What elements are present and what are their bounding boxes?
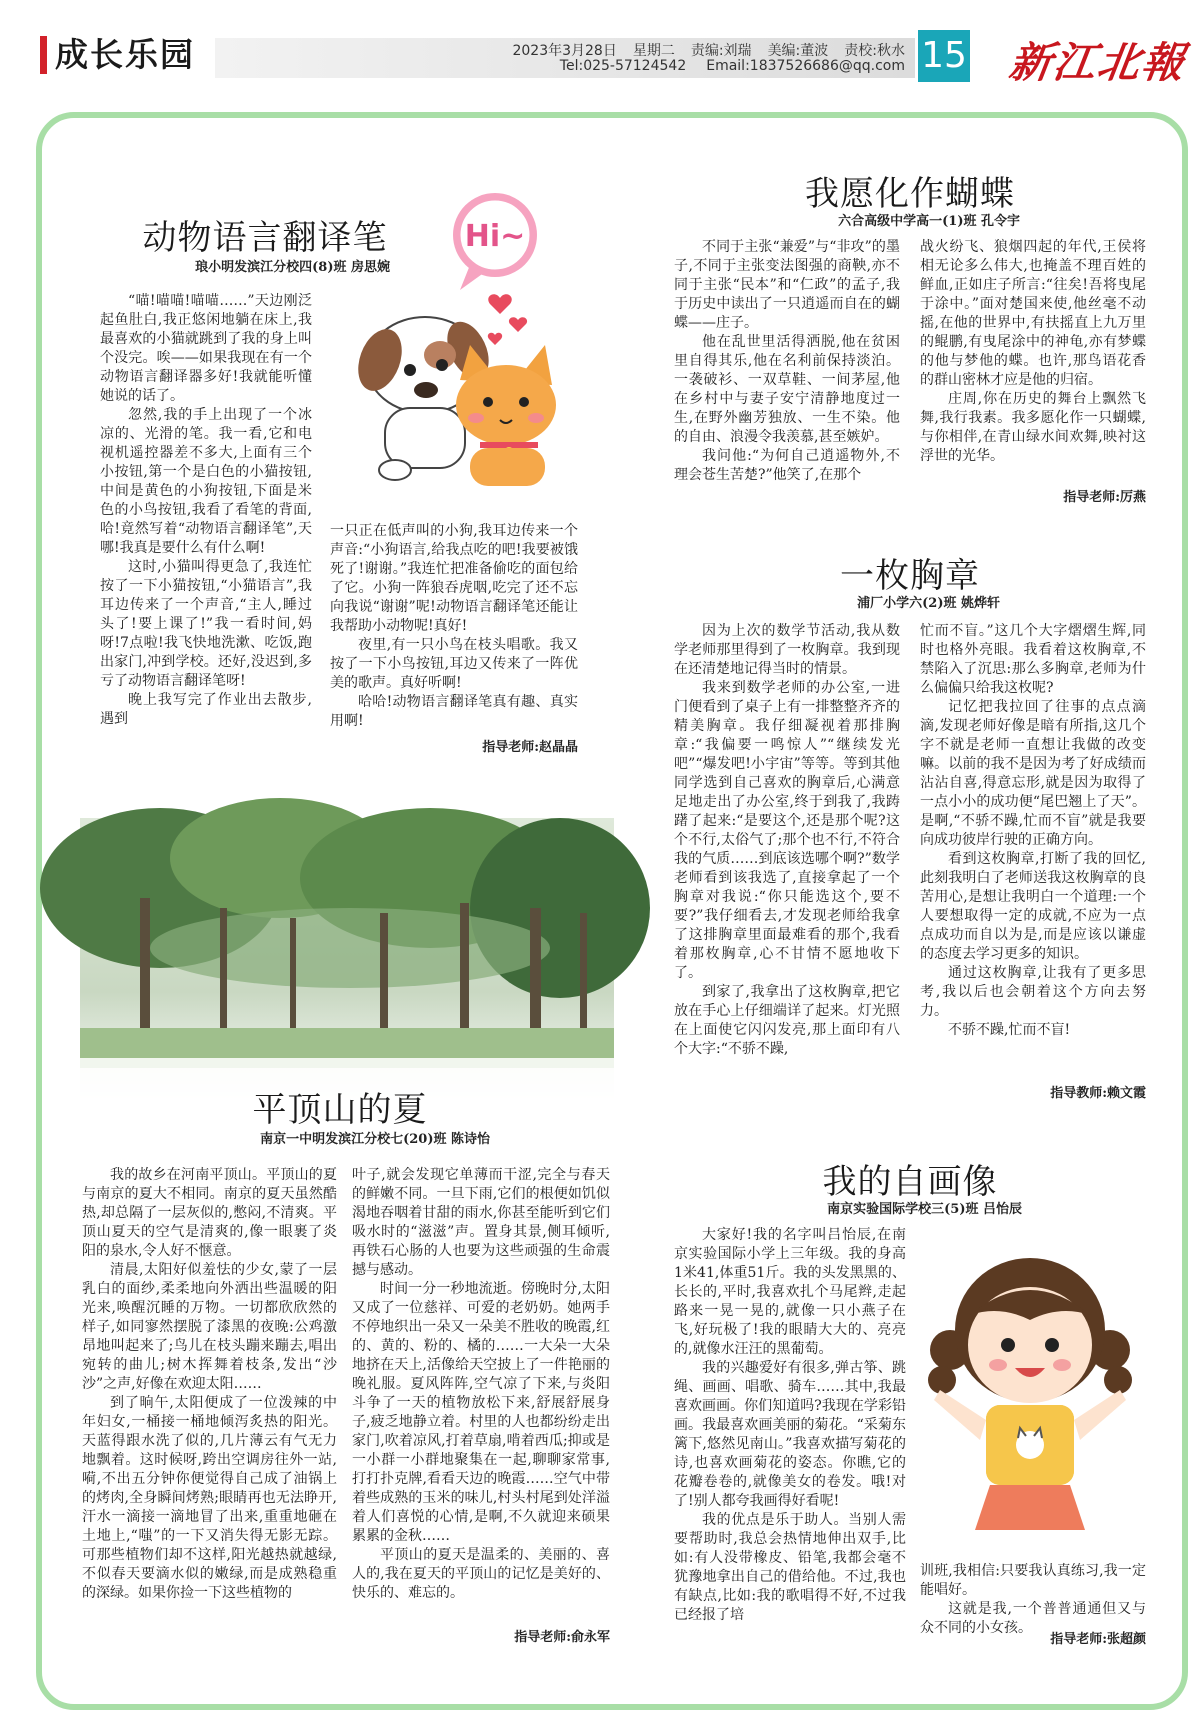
paragraph: 叶子,就会发现它单薄而干涩,完全与春天的鲜嫩不同。一旦下雨,它们的根便如饥似渴地吞咽着甘甜的雨水,你甚至能听到它们吸水时的“滋滋”声。置身其景,侧耳倾听,再铁石心肠的人也要为这些顽强的生命震撼与感动。	[352, 1167, 610, 1278]
a2-title: 平顶山的夏	[252, 1090, 428, 1130]
a1-column-2	[330, 522, 578, 758]
a3-title: 我愿化作蝴蝶	[805, 174, 1015, 214]
info-line-2	[540, 58, 905, 74]
paragraph: 战火纷飞、狼烟四起的年代,王侯将相无论多么伟大,也掩盖不理百姓的鲜血,正如庄子所言:“往矣!吾将曳尾于涂中。”面对楚国来使,他丝毫不动摇,在他的世界中,有扶摇直上九万里的鲲鹏,有曳尾涂中的神龟,亦有梦蝶的他与梦他的蝶。也许,那鸟语花香的群山密林才应是他的归宿。	[920, 239, 1146, 388]
a5-byline: 南京实验国际学校三(5)班 吕怡辰	[827, 1202, 1022, 1217]
girl-drawing	[920, 1240, 1140, 1540]
a2-column-2	[352, 1166, 610, 1622]
issue-date: 2023年3月28日	[512, 43, 617, 59]
paragraph: 到了晌午,太阳便成了一位泼辣的中年妇女,一桶接一桶地倾泻炙热的阳光。天蓝得跟水洗了似的,几片薄云有气无力地飘着。这时候呀,跨出空调房往外一站,嗬,不出五分钟你便觉得自己成了油锅上的烤肉,全身瞬间烤熟;眼睛再也无法睁开,汗水一滴接一滴地冒了出来,重重地砸在土地上,“嗤”的一下又消失得无影无踪。可那些植物们却不这样,阳光越热就越绿,不似春天要滴水似的嫩绿,而是成熟稳重的深绿。如果你捡一下这些植物的	[82, 1395, 337, 1601]
paragraph: 到家了,我拿出了这枚胸章,把它放在手心上仔细端详了起来。灯光照在上面使它闪闪发亮,那上面印有八个大字:“不骄不躁,	[674, 984, 900, 1057]
a2-teacher: 指导老师:俞永军	[514, 1630, 610, 1645]
a4-title: 一枚胸章	[840, 556, 980, 596]
paragraph: 训班,我相信:只要我认真练习,我一定能唱好。	[920, 1563, 1146, 1598]
paragraph: 我的故乡在河南平顶山。平顶山的夏与南京的夏大不相同。南京的夏天虽然酷热,却总隔了一层灰似的,憋闷,不清爽。平顶山夏天的空气是清爽的,像一眼裹了炎阳的泉水,令人好不惬意。	[82, 1167, 337, 1259]
paragraph: 看到这枚胸章,打断了我的回忆,此刻我明白了老师送我这枚胸章的良苦用心,是想让我明白一个道理:一个人要想取得一定的成就,不应为一点点成功而自以为是,而是应该以谦虚的态度去学习更多的知识。	[920, 851, 1146, 962]
forest-photo	[80, 818, 614, 1108]
a3-column-1	[674, 238, 900, 504]
section-marker	[40, 36, 47, 74]
paragraph: 时间一分一秒地流逝。傍晚时分,太阳又成了一位慈祥、可爱的老奶奶。她两手不停地织出一朵又一朵美不胜收的晚霞,红的、黄的、粉的、橘的……一大朵一大朵地挤在天上,活像给天空披上了一件艳丽的晚礼服。夏风阵阵,空气凉了下来,与炎阳斗争了一天的植物放松下来,舒展舒展身子,疲乏地静立着。村里的人也都纷纷走出家门,吹着凉风,打着草扇,啃着西瓜;抑或是一小群一小群地聚集在一起,聊聊家常事,打打扑克牌,看看天边的晚霞……空气中带着些成熟的玉米的味儿,村头村尾到处洋溢着人们喜悦的心情,是啊,不久就迎来硕果累累的金秋……	[352, 1281, 610, 1544]
cat-print-icon	[1016, 1428, 1044, 1459]
a5-title: 我的自画像	[822, 1162, 998, 1202]
paragraph: 大家好!我的名字叫吕怡辰,在南京实验国际小学上三年级。我的身高1米41,体重51斤。我的头发黑黑的、长长的,平时,我喜欢扎个马尾辫,走起路来一晃一晃的,就像一只小燕子在飞,好玩极了!我的眼睛大大的、亮亮的,就像水汪汪的黑葡萄。	[674, 1227, 906, 1357]
paragraph: 庄周,你在历史的舞台上飘然飞舞,我行我素。我多愿化作一只蝴蝶,与你相伴,在青山绿水间欢舞,映衬这浮世的光华。	[920, 391, 1146, 464]
paragraph: 夜里,有一只小鸟在枝头唱歌。我又按了一下小鸟按钮,耳边又传来了一阵优美的歌声。真好听啊!	[330, 637, 578, 691]
page-number: 15	[918, 30, 970, 82]
a4-teacher: 指导教师:赖文霞	[1050, 1086, 1146, 1101]
masthead-logo: 新江北報	[1006, 38, 1190, 87]
paragraph: “喵!喵喵!喵喵……”天边刚泛起鱼肚白,我正悠闲地躺在床上,我最喜欢的小猫就跳到了我的身上叫个没完。唉——如果我现在有一个动物语言翻译器多好!我就能听懂她说的话了。	[100, 293, 312, 404]
paragraph: 我的优点是乐于助人。当别人需要帮助时,我总会热情地伸出双手,比如:有人没带橡皮、铅笔,我都会毫不犹豫地拿出自己的借给他。不过,我也有缺点,比如:我的歌唱得不好,不过我已经报了培	[674, 1512, 906, 1623]
paragraph: 因为上次的数学节活动,我从数学老师那里得到了一枚胸章。我到现在还清楚地记得当时的情景。	[674, 623, 900, 677]
designer-credit: 美编:董波	[767, 43, 829, 59]
paragraph: 不骄不躁,忙而不盲!	[948, 1022, 1071, 1038]
a3-column-2	[920, 238, 1146, 484]
paragraph: 忙而不盲。”这几个大字熠熠生辉,同时也格外亮眼。我看着这枚胸章,不禁陷入了沉思:那么多胸章,老师为什么偏偏只给我这枚呢?	[920, 623, 1146, 696]
paragraph: 通过这枚胸章,让我有了更多思考,我以后也会朝着这个方向去努力。	[920, 965, 1146, 1019]
a4-column-1	[674, 622, 900, 1100]
pets-illustration	[330, 180, 580, 490]
info-line-1	[496, 40, 905, 60]
paragraph: 不同于主张“兼爱”与“非攻”的墨子,不同于主张变法图强的商鞅,亦不同于主张“民本”和“仁政”的孟子,我于历史中读出了一只逍遥而自在的蝴蝶——庄子。	[674, 239, 900, 331]
a1-title: 动物语言翻译笔	[142, 218, 388, 258]
a5-column-2	[920, 1562, 1146, 1636]
a2-column-1	[82, 1166, 337, 1646]
paragraph: 这就是我,一个普普通通但又与众不同的小女孩。	[920, 1601, 1146, 1636]
bubble-text: Hi~	[464, 219, 526, 254]
paragraph: 这时,小猫叫得更急了,我连忙按了一下小猫按钮,“小猫语言”,我耳边传来了一个声音,“主人,睡过头了!要上课了!”我一看时间,妈呀!7点啦!我飞快地洗漱、吃饭,跑出家门,冲到学校。还好,没迟到,多亏了动物语言翻译笔呀!	[100, 559, 312, 689]
paragraph: 清晨,太阳好似羞怯的少女,蒙了一层乳白的面纱,柔柔地向外洒出些温暖的阳光来,唤醒沉睡的万物。一切都欣欣然的样子,如同寥然摆脱了漆黑的夜晚:公鸡激昂地叫起来了;鸟儿在枝头蹦来蹦去,唱出宛转的曲儿;树木挥舞着枝条,发出“沙沙”之声,好像在欢迎太阳……	[82, 1262, 337, 1392]
a1-column-1	[100, 292, 312, 758]
section-title: 成长乐园	[55, 35, 195, 74]
paragraph: 记忆把我拉回了往事的点点滴滴,发现老师好像是暗有所指,这几个字不就是老师一直想让我做的改变嘛。以前的我不是因为考了好成绩而沾沾自喜,得意忘形,就是因为取得了一点小小的成功便“尾巴翘上了天”。是啊,“不骄不躁,忙而不盲”就是我要向成功彼岸行驶的正确方向。	[920, 699, 1146, 848]
speech-bubble	[453, 193, 537, 290]
contact-email: Email:1837526686@qq.com	[706, 58, 905, 74]
info-bar	[215, 38, 915, 78]
a2-byline: 南京一中明发滨江分校七(20)班 陈诗怡	[260, 1132, 490, 1147]
page-header	[0, 0, 1200, 95]
a3-teacher: 指导老师:厉燕	[1063, 490, 1146, 505]
paragraph: 晚上我写完了作业出去散步,遇到	[100, 692, 312, 727]
contact-tel: Tel:025-57124542	[559, 58, 687, 74]
paragraph: 平顶山的夏天是温柔的、美丽的、喜人的,我在夏天的平顶山的记忆是美好的、快乐的、难忘的。	[352, 1547, 610, 1601]
a3-byline: 六合高级中学高一(1)班 孔令宇	[838, 214, 1020, 229]
paragraph: 我来到数学老师的办公室,一进门便看到了桌子上有一排整整齐齐的精美胸章。我仔细凝视着那排胸章:“我偏要一鸣惊人”“继续发光吧”“爆发吧!小宇宙”等等。等到其他同学选到自己喜欢的胸章后,心满意足地走出了办公室,终于到我了,我踌躇了起来:“是要这个,还是那个呢?这个不行,太俗气了;那个也不行,不符合我的气质……到底该选哪个啊?”数学老师看到该我选了,直接拿起了一个胸章对我说:“你只能选这个,要不要?”我仔细看去,才发现老师给我拿了这排胸章里面最难看的那个,我看着那枚胸章,心不甘情不愿地收下了。	[674, 680, 900, 981]
issue-weekday: 星期二	[632, 43, 675, 59]
a5-column-1	[674, 1226, 906, 1658]
a4-byline: 浦厂小学六(2)班 姚烨轩	[857, 596, 1000, 611]
cat-icon	[456, 345, 556, 486]
paragraph: 哈哈!动物语言翻译笔真有趣、真实用啊!	[330, 694, 578, 729]
proof-credit: 责校:秋水	[844, 43, 905, 59]
paragraph: 忽然,我的手上出现了一个冰凉的、光滑的笔。我一看,它和电视机遥控器差不多大,上面有三个小按钮,第一个是白色的小猫按钮,中间是黄色的小狗按钮,下面是米色的小鸟按钮,我看了看笔的背面,哈!竟然写着“动物语言翻译笔”,天哪!我真是要什么有什么啊!	[100, 407, 312, 556]
paragraph: 一只正在低声叫的小狗,我耳边传来一个声音:“小狗语言,给我点吃的吧!我要被饿死了!谢谢。”我连忙把准备偷吃的面包给了它。小狗一阵狼吞虎咽,吃完了还不忘向我说“谢谢”呢!动物语言翻译笔还能让我帮助小动物呢!真好!	[330, 523, 578, 634]
a4-column-2	[920, 622, 1146, 1080]
a1-byline: 琅小明发滨江分校四(8)班 房思婉	[195, 260, 390, 275]
heart-icon	[488, 294, 527, 345]
editor-credit: 责编:刘瑞	[690, 43, 752, 59]
a1-teacher: 指导老师:赵晶晶	[482, 740, 578, 755]
a5-teacher: 指导老师:张超颜	[1050, 1632, 1146, 1647]
paragraph: 我的兴趣爱好有很多,弹古筝、跳绳、画画、唱歌、骑车……其中,我最喜欢画画。你们知道吗?我现在学彩铅画。我最喜欢画美丽的菊花。“采菊东篱下,悠然见南山。”我喜欢描写菊花的诗,也喜欢画菊花的姿态。你瞧,它的花瓣卷卷的,就像美女的卷发。哦!对了!别人都夸我画得好看呢!	[674, 1360, 906, 1509]
paragraph: 他在乱世里活得洒脱,他在贫困里自得其乐,他在名利前保持淡泊。一袭破衫、一双草鞋、一间茅屋,他在乡村中与妻子安宁清静地度过一生,在野外幽芳独放、一生不染。他的自由、浪漫令我羡慕,甚至嫉妒。	[674, 334, 900, 445]
paragraph: 我问他:“为何自己逍遥物外,不理会苍生苦楚?”他笑了,在那个	[674, 448, 900, 483]
